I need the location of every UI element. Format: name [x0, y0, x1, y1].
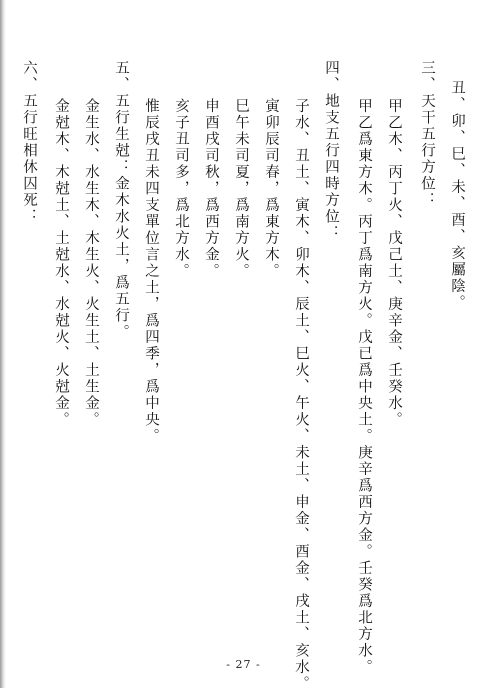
text-column-winter: 亥子丑司多，爲北方水。 — [173, 98, 189, 280]
text-column-controlling-cycle: 金尅木、木尅土、土尅水、水尅火、火尅金。 — [53, 98, 69, 428]
text-column-stems-elements: 甲乙木、丙丁火、戊己土、庚辛金、壬癸水。 — [386, 98, 402, 428]
heading-earthly-branches: 四、地支五行四時方位： — [323, 60, 339, 242]
heading-five-elements-cycles: 五、五行生尅：金木水火土，爲五行。 — [113, 60, 129, 341]
text-column-branches-elements: 子水、丑土、寅木、卯木、辰土、巳火、午火、未土、申金、酉金、戌土、亥水。 — [293, 98, 309, 692]
text-column-autumn: 申酉戌司秋，爲西方金。 — [203, 98, 219, 280]
text-column-four-seasons: 惟辰戌丑未四支單位言之土，爲四季，爲中央。 — [143, 98, 159, 445]
text-column-generating-cycle: 金生水、水生木、木生火、火生土、土生金。 — [83, 98, 99, 428]
text-column-spring: 寅卯辰司春，爲東方木。 — [263, 98, 279, 280]
heading-element-strength-states: 六、五行旺相休囚死： — [21, 60, 37, 225]
text-column-stems-directions: 甲乙爲東方木。丙丁爲南方火。戊已爲中央土。庚辛爲西方金。壬癸爲北方水。 — [356, 98, 372, 676]
text-column-yin-branches: 丑、卯、巳、未、酉、亥屬陰。 — [449, 80, 465, 311]
page-number: - 27 - — [226, 658, 261, 671]
page-binding-edge — [0, 0, 6, 688]
heading-heavenly-stems: 三、天干五行方位： — [419, 60, 435, 209]
text-column-summer: 巳午未司夏，爲南方火。 — [233, 98, 249, 280]
